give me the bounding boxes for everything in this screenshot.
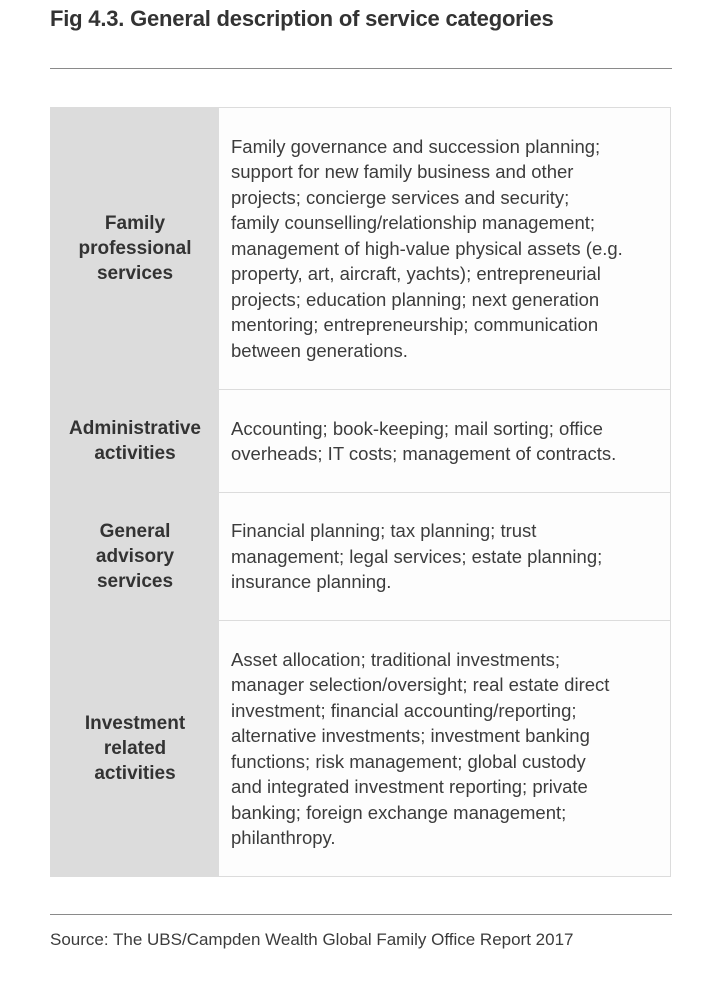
category-cell [51, 621, 219, 876]
description-cell [219, 621, 670, 876]
category-label: Administrative activities [69, 418, 201, 464]
table-row [51, 493, 670, 621]
category-label: Investment related activities [84, 713, 186, 784]
category-cell [51, 493, 219, 620]
category-label: Family professional services [78, 213, 192, 284]
table-row [51, 390, 670, 493]
table-row [51, 621, 670, 876]
source-note: Source: The UBS/Campden Wealth Global Family Office Report 2017 [50, 930, 574, 949]
top-divider [50, 68, 672, 69]
category-cell [51, 108, 219, 389]
service-categories-table [50, 107, 671, 877]
bottom-divider [50, 914, 672, 915]
description-text: Family governance and succession planning; support for new family business and other projects; concierge services and security; family counselling/relationship management; management of high-value physical assets (e.g. property, art, aircraft, yachts); entrepreneurial projects; education planning; next generation mentoring; entrepreneurship; communication between generations. [231, 135, 623, 361]
category-cell [51, 390, 219, 492]
description-cell [219, 108, 670, 389]
figure-title: Fig 4.3. General description of service categories [50, 6, 554, 31]
table-row [51, 108, 670, 390]
description-text: Accounting; book-keeping; mail sorting; office overheads; IT costs; management of contracts. [231, 417, 617, 464]
description-cell [219, 390, 670, 492]
description-cell [219, 493, 670, 620]
category-label: General advisory services [95, 521, 175, 592]
description-text: Financial planning; tax planning; trust management; legal services; estate planning; insurance planning. [231, 520, 603, 593]
description-text: Asset allocation; traditional investments; manager selection/oversight; real estate direct investment; financial accounting/reporting; alternative investments; investment banking functions; risk management; global custody and integrated investment reporting; private banking; foreign exchange management; philanthropy. [231, 648, 610, 848]
